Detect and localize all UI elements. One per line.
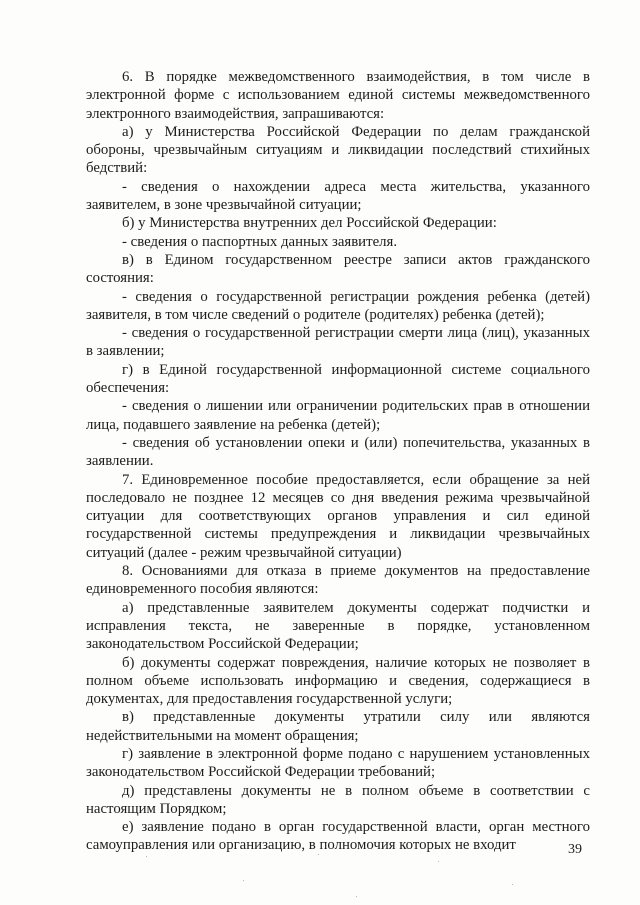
document-body: [86, 68, 590, 855]
paragraph-8b: б) документы содержат повреждения, наличие которых не позволяет в полном объеме использовать информацию и сведения, содержащиеся в документах, для предоставления государственной услуги;: [86, 654, 590, 708]
page-number: 39: [568, 842, 582, 857]
scan-speck: [318, 854, 319, 855]
paragraph-6v-item-2: - сведения о государственной регистрации смерти лица (лиц), указанных в заявлении;: [86, 325, 590, 360]
paragraph-7: 7. Единовременное пособие предоставляется, если обращение за ней последовало не позднее 12 месяцев со дня введения режима чрезвычайной ситуации для соответствующих органов управления и сил единой государственной системы предупреждения и ликвидации чрезвычайных ситуаций (далее - режим чрезвычайной ситуации): [86, 471, 590, 561]
scan-speck: [146, 856, 147, 857]
paragraph-6a-item: - сведения о нахождении адреса места жительства, указанного заявителем, в зоне чрезвычайной ситуации;: [86, 178, 590, 214]
paragraph-6-intro: 6. В порядке межведомственного взаимодействия, в том числе в электронной форме с использованием единой системы межведомственного электронного взаимодействия, запрашиваются:: [86, 69, 590, 122]
scan-speck: [512, 884, 513, 885]
paragraph-6g-item-2: - сведения об установлении опеки и (или) попечительства, указанных в заявлении.: [86, 434, 590, 470]
scan-speck: [243, 880, 244, 881]
paragraph-8v: в) представленные документы утратили силу или являются недействительными на момент обращения;: [86, 709, 590, 744]
paragraph-8e: е) заявление подано в орган государственной власти, орган местного самоуправления или организацию, в полномочия которых не входит: [86, 819, 590, 854]
paragraph-8g: г) заявление в электронной форме подано с нарушением установленных законодательством Российской Федерации требований;: [86, 745, 590, 781]
paragraph-8a: а) представленные заявителем документы содержат подчистки и исправления текста, не заверенные в порядке, установленном законодательством Российской Федерации;: [86, 599, 590, 653]
scan-speck: [438, 861, 439, 862]
paragraph-6b-item: - сведения о паспортных данных заявителя.: [122, 233, 398, 250]
scan-speck: [356, 896, 357, 897]
paragraph-6g-item-1: - сведения о лишении или ограничении родительских прав в отношении лица, подавшего заявление на ребенка (детей);: [86, 398, 590, 433]
paragraph-6b: б) у Министерства внутренних дел Российской Федерации:: [122, 215, 497, 232]
paragraph-8-intro: 8. Основаниями для отказа в приеме документов на предоставление единовременного пособия являются:: [86, 563, 590, 598]
paragraph-6v: в) в Едином государственном реестре записи актов гражданского состояния:: [86, 251, 590, 287]
paragraph-6g: г) в Единой государственной информационной системе социального обеспечения:: [86, 361, 590, 397]
paragraph-6v-item-1: - сведения о государственной регистрации рождения ребенка (детей) заявителя, в том числе сведений о родителе (родителях) ребенка (детей);: [86, 288, 590, 323]
paragraph-6a: а) у Министерства Российской Федерации по делам гражданской обороны, чрезвычайным ситуациям и ликвидации последствий стихийных бедствий:: [86, 123, 590, 177]
paragraph-8d: д) представлены документы не в полном объеме в соответствии с настоящим Порядком;: [86, 782, 590, 817]
